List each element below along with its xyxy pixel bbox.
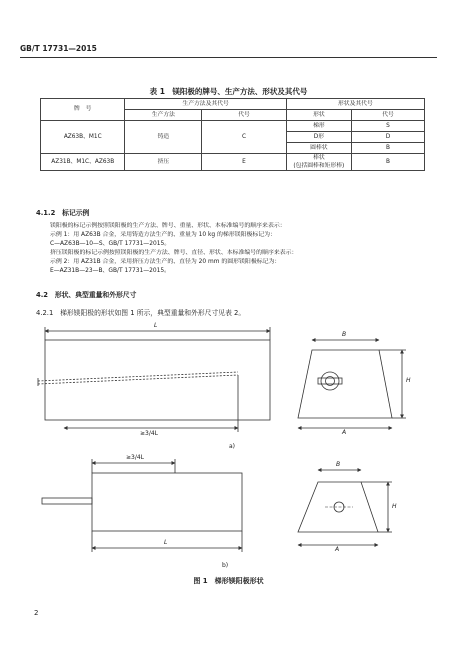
fig-b-label-core: ≥3/4L [126,454,145,461]
table-caption: 表 1 镁阳极的牌号、生产方法、形状及其代号 [149,87,308,96]
header-method-code: 代号 [202,110,286,121]
fig-label-a: a) [229,443,236,450]
fig-a-label-H: H [406,377,411,384]
cell-shape-4-name: 棒状 [313,155,325,161]
fig-a-end-core-outer [321,372,339,390]
fig-b-core-rod [42,498,92,504]
section-4-1-2-line-2: 示例 1：用 AZ63B 合金，采用铸造方法生产的、重量为 10 kg 的梯形镁阳极标记为： [50,232,276,238]
fig-b-label-B: B [336,461,341,468]
cell-shape-4-note: (包括圆棒和矩形棒) [293,163,345,169]
fig-a-side-body [45,340,270,420]
fig-b-side-body [92,473,242,531]
section-4-1-2-line-3: C—AZ63B—10—S、GB/T 17731—2015。 [50,241,171,247]
figure-caption: 图 1 梯形镁阳极形状 [193,577,264,585]
header-shape-group: 形状及其代号 [286,99,424,110]
cell-code-1: C [202,121,286,154]
section-4-2-title: 4.2 形状、典型重量和外形尺寸 [36,291,137,299]
cell-shape-1: 梯形 [286,121,351,132]
header-shape-code: 代号 [352,110,425,121]
section-4-1-2-line-4: 挤压镁阳极的标记示例按照镁阳极的生产方法、牌号、直径、形状、本标准编号的顺序来表示： [50,250,298,256]
fig-b-label-H: H [392,503,397,510]
section-4-1-2-line-5: 示例 2：用 AZ31B 合金，采用挤压方法生产的、直径为 20 mm 的圆形镁阳极标记为： [50,259,281,265]
cell-code-2: E [202,154,286,171]
cell-grade-2: AZ31B、M1C、AZ63B [41,154,125,171]
standard-number: GB/T 17731—2015 [20,44,97,53]
cell-shape-code-2: D [352,132,425,143]
header-method-group: 生产方法及其代号 [125,99,286,110]
fig-a-label-B: B [342,331,347,338]
cell-shape-code-1: S [352,121,425,132]
fig-label-b: b) [222,562,229,569]
section-4-1-2-line-1: 镁阳极的标记示例按照镁阳极的生产方法、牌号、重量、形状、本标准编号的顺序来表示： [50,223,286,229]
cell-shape-3: 圆棒状 [286,143,351,154]
fig-b-label-A: A [335,546,340,553]
cell-method-2: 挤压 [125,154,202,171]
section-4-1-2-line-6: E—AZ31B—23—B、GB/T 17731—2015。 [50,268,170,274]
fig-a-core-rod [38,372,238,381]
header-method: 生产方法 [125,110,202,121]
cell-shape-2: D形 [286,132,351,143]
fig-a-end-trapezoid [298,350,392,418]
fig-a-label-A: A [342,429,347,436]
cell-shape-code-4: B [352,154,425,171]
fig-b-label-L: L [164,539,168,546]
fig-b-end-trapezoid [298,482,378,532]
cell-grade-1: AZ63B、M1C [41,121,125,154]
fig-a-label-L: L [154,322,158,329]
fig-a-label-core: ≥3/4L [140,430,159,437]
cell-method-1: 铸造 [125,121,202,154]
section-4-2-1-text: 4.2.1 梯形镁阳极的形状如图 1 所示，典型重量和外形尺寸见表 2。 [36,309,246,317]
fig-a-core-rod-2 [38,375,238,384]
section-4-1-2-title: 4.1.2 标记示例 [36,209,90,217]
header-shape: 形状 [286,110,351,121]
header-grade: 牌 号 [41,99,125,121]
cell-shape-code-3: B [352,143,425,154]
page-number: 2 [34,609,39,617]
